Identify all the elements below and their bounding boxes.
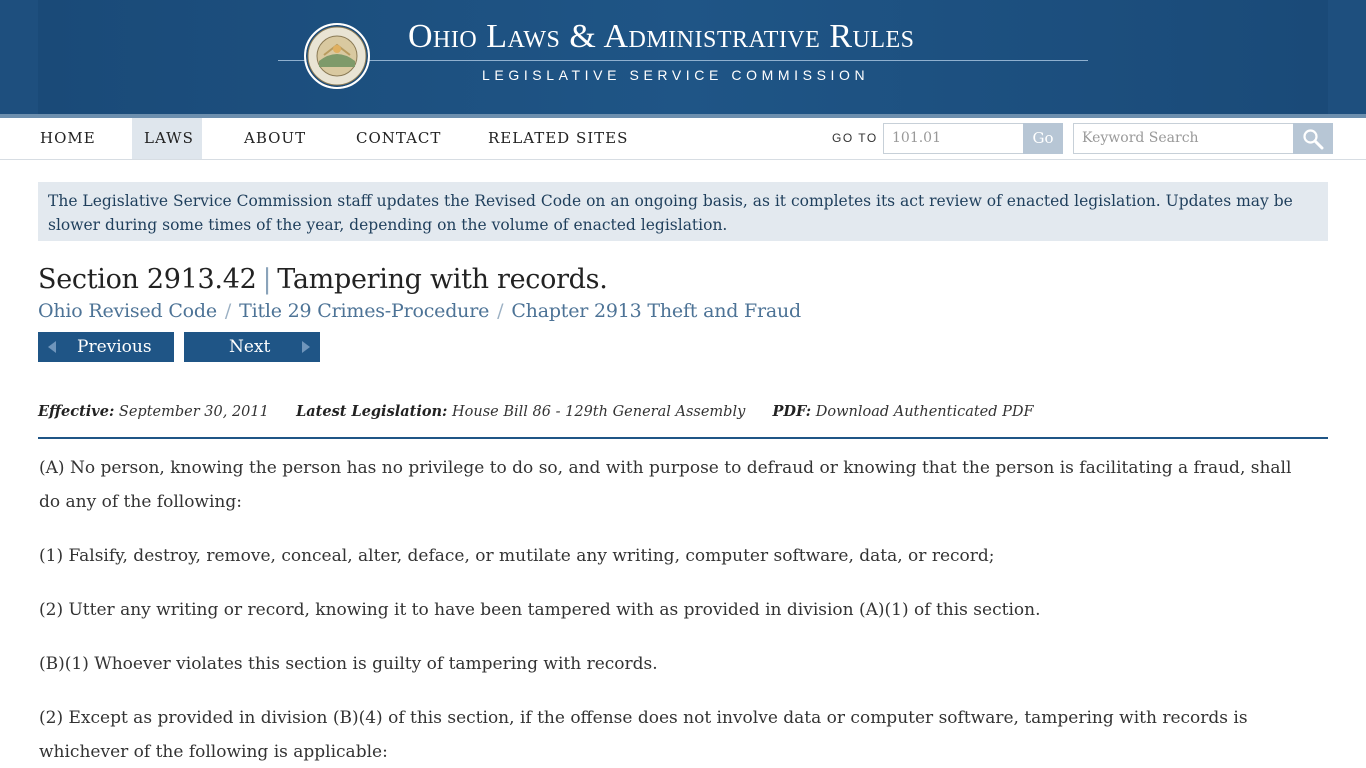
section-divider: [38, 437, 1328, 439]
seal-icon: [306, 25, 368, 87]
breadcrumb-separator: /: [224, 300, 232, 322]
law-paragraph: (1) Falsify, destroy, remove, conceal, alter, deface, or mutilate any writing, computer software, data, or record;: [39, 546, 995, 566]
legislation-label: Latest Legislation:: [296, 403, 448, 420]
breadcrumb-link-title[interactable]: Title 29 Crimes-Procedure: [239, 300, 490, 322]
arrow-right-icon: [302, 341, 310, 353]
law-paragraph: (2) Except as provided in division (B)(4) of this section, if the offense does not involve data or computer software, tampering with records is whichever of the following is applicable:: [39, 708, 1248, 762]
nav-related-sites[interactable]: RELATED SITES: [488, 129, 629, 147]
section-number: Section 2913.42: [38, 264, 257, 295]
effective-label: Effective:: [38, 403, 115, 420]
law-paragraph: (2) Utter any writing or record, knowing it to have been tampered with as provided in division (A)(1) of this section.: [39, 600, 1041, 620]
search-button[interactable]: [1293, 123, 1333, 154]
law-paragraph: (B)(1) Whoever violates this section is guilty of tampering with records.: [39, 654, 658, 674]
section-name: Tampering with records.: [277, 264, 608, 295]
next-button[interactable]: [184, 332, 320, 362]
nav-contact[interactable]: CONTACT: [356, 129, 442, 147]
goto-input[interactable]: 101.01: [883, 123, 1024, 154]
law-paragraph: (A) No person, knowing the person has no privilege to do so, and with purpose to defraud or knowing that the person is facilitating a fraud, shall do any of the following:: [39, 458, 1292, 512]
header-divider-line: [278, 60, 1088, 61]
search-icon: [1302, 128, 1324, 150]
site-title[interactable]: Ohio Laws & Administrative Rules: [408, 18, 915, 55]
goto-label: GO TO: [832, 131, 878, 145]
section-meta: [38, 403, 1034, 420]
breadcrumb: [38, 300, 801, 322]
effective-date: September 30, 2011: [118, 404, 269, 420]
ohio-seal-logo[interactable]: [304, 23, 370, 89]
legislation-link[interactable]: House Bill 86 - 129th General Assembly: [452, 404, 746, 420]
goto-button[interactable]: Go: [1023, 123, 1063, 154]
breadcrumb-separator: /: [497, 300, 504, 322]
arrow-left-icon: [48, 341, 56, 353]
pdf-label: PDF:: [772, 403, 812, 420]
pdf-download-link[interactable]: Download Authenticated PDF: [815, 404, 1034, 420]
title-separator: |: [262, 264, 272, 295]
page-title: [38, 264, 608, 295]
update-notice: The Legislative Service Commission staff updates the Revised Code on an ongoing basis, as it completes its act review of enacted legislation. Updates may be slower during some times of the year, depending on the volume of enacted legislation.: [38, 182, 1328, 241]
breadcrumb-link-chapter[interactable]: Chapter 2913 Theft and Fraud: [511, 300, 802, 322]
nav-about[interactable]: ABOUT: [244, 129, 307, 147]
next-label: Next: [229, 337, 271, 357]
breadcrumb-link-code[interactable]: Ohio Revised Code: [38, 300, 217, 322]
nav-laws[interactable]: LAWS: [132, 118, 202, 159]
previous-button[interactable]: [38, 332, 174, 362]
nav-home[interactable]: HOME: [40, 129, 96, 147]
keyword-search-input[interactable]: Keyword Search: [1073, 123, 1294, 154]
previous-label: Previous: [77, 337, 152, 357]
site-subtitle: LEGISLATIVE SERVICE COMMISSION: [482, 67, 870, 83]
